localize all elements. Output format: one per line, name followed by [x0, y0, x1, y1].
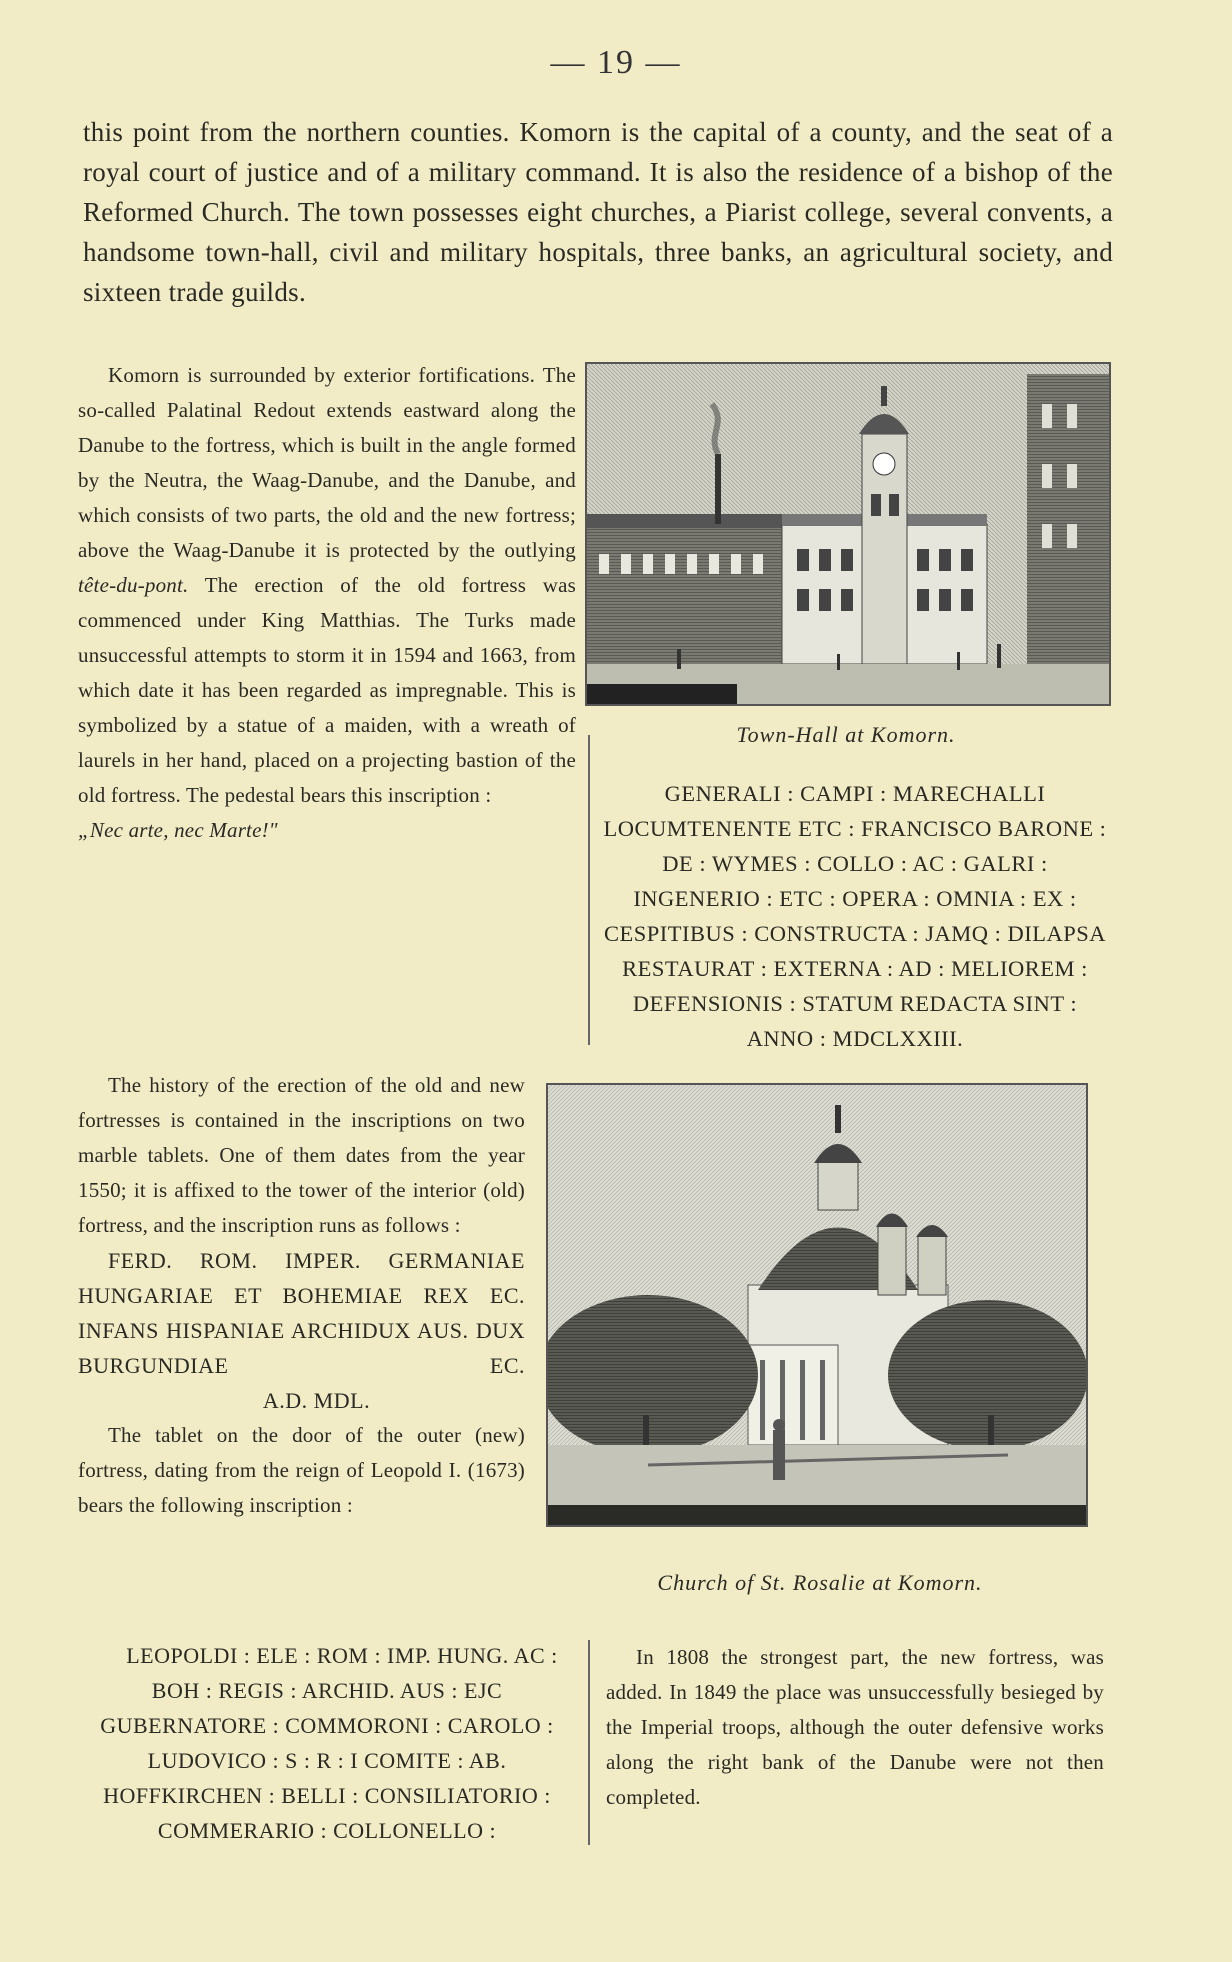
- church-illustration: [546, 1083, 1088, 1527]
- town-hall-caption: Town-Hall at Komorn.: [736, 722, 956, 747]
- church-engraving: [548, 1085, 1086, 1525]
- inscription-1550-date: A.D. MDL.: [262, 1388, 371, 1413]
- church-caption: Church of St. Rosalie at Komorn.: [657, 1570, 983, 1595]
- history-paragraph: The history of the erection of the old and new fortresses is contained in the inscriptions on two marble tablets. One of them dates from the year 1550; it is affixed to the tower of the interior (old) fortress, and the inscription runs as follows :: [78, 1073, 525, 1237]
- inscription-1673: LEOPOLDI : ELE : ROM : IMP. HUNG. AC : BOH : REGIS : ARCHID. AUS : EJC GUBERNATORE : COMMORONI : CAROLO : LUDOVICO : S : R : I COMITE : AB. HOFFKIRCHEN : BELLI : CONSILIATORIO : COMMERARIO : COLLONELLO :: [100, 1643, 558, 1843]
- intro-paragraph: this point from the northern counties. Komorn is the capital of a county, and the seat of a royal court of justice and of a military command. It is also the residence of a bishop of the Reformed Church. The town possesses eight churches, a Piarist college, several convents, a handsome town-hall, civil and military hospitals, three banks, an agricultural society, and sixteen trade guilds.: [83, 117, 1113, 307]
- page-number: — 19 —: [550, 44, 682, 81]
- right-column-closing: [606, 1640, 1104, 1815]
- inscription-continuation: [600, 776, 1110, 1056]
- left-column-history: [78, 1068, 525, 1523]
- town-hall-engraving: [587, 364, 1109, 704]
- italic-term: tête-du-pont.: [78, 573, 189, 597]
- column-divider-lower: [588, 1640, 590, 1845]
- inscription-1550: FERD. ROM. IMPER. GERMANIAE HUNGARIAE ET BOHEMIAE REX EC. INFANS HISPANIAE ARCHIDUX AUS. DUX BURGUNDIAE EC.: [78, 1248, 525, 1378]
- left-column-fortifications: [78, 358, 576, 848]
- inscription-continuation-text: GENERALI : CAMPI : MARECHALLI LOCUMTENENTE ETC : FRANCISCO BARONE : DE : WYMES : COLLO : AC : GALRI : INGENERIO : ETC : OPERA : OMNIA : EX : CESPITIBUS : CONSTRUCTA : JAMQ : DILAPSA RESTAURAT : EXTERNA : AD : MELIOREM : DEFENSIONIS : STATUM REDACTA SINT : ANNO : MDCLXXIII.: [603, 781, 1107, 1051]
- fortifications-paragraph: Komorn is surrounded by exterior fortifications. The so-called Palatinal Redout extends eastward along the Danube to the fortress, which is built in the angle formed by the Neutra, the Waag-Danube, and the Danube, and which consists of two parts, the old and the new fortress; above the Waag-Danube it is protected by the outlying tête-du-pont. The erection of the old fortress was commenced under King Matthias. The Turks made unsuccessful attempts to storm it in 1594 and 1663, from which date it has been regarded as impregnable. This is symbolized by a statue of a maiden, with a wreath of laurels in her hand, placed on a projecting bastion of the old fortress. The pedestal bears this inscription :: [78, 363, 576, 807]
- town-hall-illustration: [585, 362, 1111, 706]
- closing-paragraph: In 1808 the strongest part, the new fortress, was added. In 1849 the place was unsuccessfully besieged by the Imperial troops, although the outer defensive works along the right bank of the Danube were not then completed.: [606, 1645, 1104, 1809]
- column-divider: [588, 735, 590, 1045]
- motto: „Nec arte, nec Marte!": [78, 818, 278, 842]
- tablet-paragraph: The tablet on the door of the outer (new) fortress, dating from the reign of Leopold I. (1673) bears the following inscription :: [78, 1423, 525, 1517]
- left-column-inscription-1673: [78, 1638, 576, 1848]
